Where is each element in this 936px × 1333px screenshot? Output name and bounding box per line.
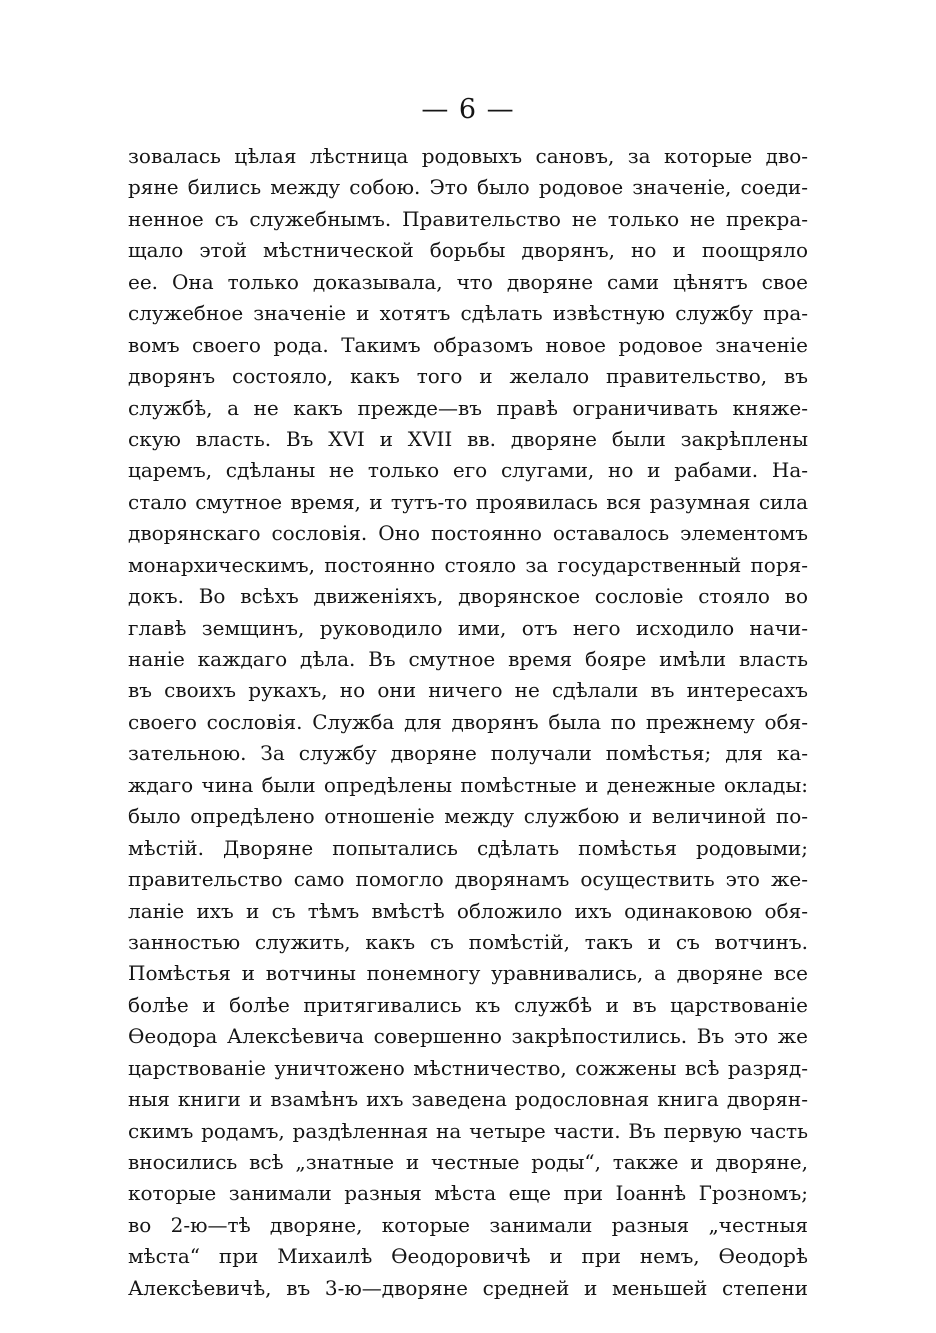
text-line: Алексѣевичѣ, въ 3-ю—дворяне средней и меньшей степени xyxy=(128,1275,808,1300)
text-line: ныя книги и взамѣнъ ихъ заведена родословная книга дворян- xyxy=(128,1087,808,1112)
text-line: правительство само помогло дворянамъ осуществить это же- xyxy=(128,867,808,892)
text-line: служебное значеніе и хотятъ сдѣлать извѣстную службу пра- xyxy=(128,301,808,326)
text-line: въ своихъ рукахъ, но они ничего не сдѣлали въ интересахъ xyxy=(128,678,808,703)
text-line: службѣ, а не какъ прежде—въ правѣ ограничивать княже- xyxy=(128,395,808,420)
text-line: зовалась цѣлая лѣстница родовыхъ сановъ, за которые дво- xyxy=(128,144,808,168)
text-line: главѣ земщинъ, руководило ими, отъ него исходило начи- xyxy=(128,615,808,640)
text-line: царствованіе уничтожено мѣстничество, сожжены всѣ разряд- xyxy=(128,1055,808,1080)
text-line: во 2-ю—тѣ дворяне, которые занимали разныя „честныя xyxy=(128,1212,808,1237)
body-text xyxy=(128,141,808,1304)
text-line: было опредѣлено отношеніе между службою и величиной по- xyxy=(128,804,808,829)
text-line: ненное съ служебнымъ. Правительство не только не прекра- xyxy=(128,206,808,231)
text-line: наніе каждаго дѣла. Въ смутное время бояре имѣли власть xyxy=(128,647,808,671)
text-line: ее. Она только доказывала, что дворяне сами цѣнятъ свое xyxy=(128,269,808,294)
text-line: ряне бились между собою. Это было родовое значеніе, соеди- xyxy=(128,175,808,200)
text-line: Помѣстья и вотчины понемногу уравнивались, а дворяне все xyxy=(128,961,808,986)
page-number: — 6 — xyxy=(421,94,515,125)
text-line: Ѳеодора Алексѣевича совершенно закрѣпостились. Въ это же xyxy=(128,1024,808,1049)
text-line: которые занимали разныя мѣста еще при Іоаннѣ Грозномъ; xyxy=(128,1181,808,1206)
text-line: докъ. Во всѣхъ движеніяхъ, дворянское сословіе стояло во xyxy=(128,584,808,609)
text-line: вомъ своего рода. Такимъ образомъ новое родовое значеніе xyxy=(128,332,808,357)
text-line: скимъ родамъ, раздѣленная на четыре части. Въ первую часть xyxy=(128,1118,808,1143)
text-line: своего сословія. Служба для дворянъ была по прежнему обя- xyxy=(128,709,808,734)
text-line: скую власть. Въ XVI и XVII вв. дворяне были закрѣплены xyxy=(128,426,808,451)
text-line: монархическимъ, постоянно стояло за государственный поря- xyxy=(128,552,808,577)
text-line: занностью служить, какъ съ помѣстій, такъ и съ вотчинъ. xyxy=(128,929,808,954)
text-line: болѣе и болѣе притягивались къ службѣ и въ царствованіе xyxy=(128,992,808,1017)
text-line: мѣстій. Дворяне попытались сдѣлать помѣстья родовыми; xyxy=(128,835,808,860)
text-line: вносились всѣ „знатные и честные роды“, также и дворяне, xyxy=(128,1150,808,1174)
text-line: стало смутное время, и тутъ-то проявилась вся разумная сила xyxy=(128,489,808,514)
text-line: мѣста“ при Михаилѣ Ѳеодоровичѣ и при немъ, Ѳеодорѣ xyxy=(128,1244,808,1269)
text-line: ждаго чина были опредѣлены помѣстные и денежные оклады: xyxy=(128,772,808,797)
text-line: дворянъ состояло, какъ того и желало правительство, въ xyxy=(128,364,808,389)
text-line: ланіе ихъ и съ тѣмъ вмѣстѣ обложило ихъ одинаковою обя- xyxy=(128,898,808,923)
text-line: дворянскаго сословія. Оно постоянно оставалось элементомъ xyxy=(128,521,808,546)
text-line: царемъ, сдѣланы не только его слугами, но и рабами. На- xyxy=(128,458,808,483)
text-line: зательною. За службу дворяне получали помѣстья; для ка- xyxy=(128,741,808,766)
text-line: щало этой мѣстнической борьбы дворянъ, но и поощряло xyxy=(128,238,808,263)
